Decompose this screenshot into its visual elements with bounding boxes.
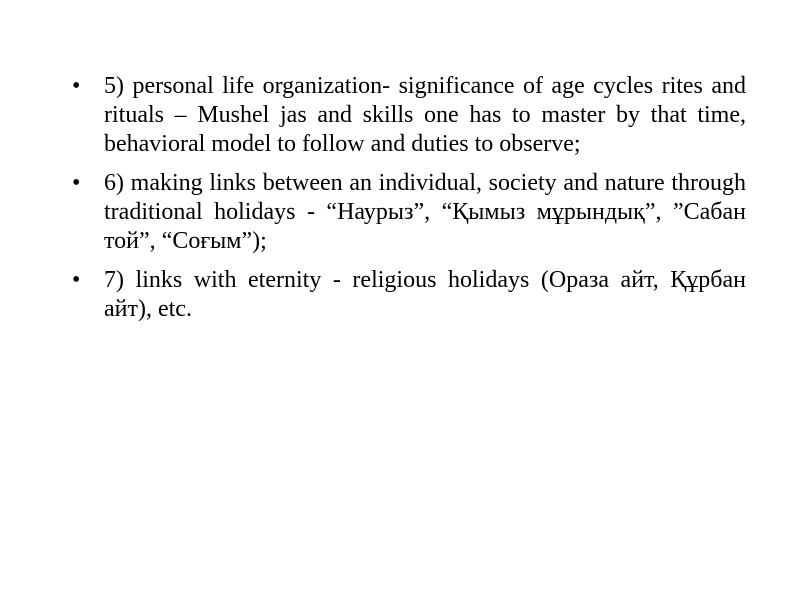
bullet-item-religious-holidays (70, 266, 746, 324)
bullet-item-personal-life (70, 72, 746, 159)
bullet-item-traditional-holidays (70, 169, 746, 256)
bullet-icon: • (72, 170, 81, 196)
bullet-icon: • (72, 267, 81, 293)
bullet-list (70, 72, 746, 334)
bullet-text: 6) making links between an individual, society and nature through traditional holidays - “Наурыз”, “Қымыз мұрындық”, ”Сабан той”, “Соғым”); (104, 170, 746, 254)
bullet-text: 7) links with eternity - religious holidays (Ораза айт, Құрбан айт), etc. (104, 267, 746, 322)
bullet-icon: • (72, 73, 81, 99)
bullet-text: 5) personal life organization- significance of age cycles rites and rituals – Mushel jas and skills one has to master by that time, behavioral model to follow and duties to observe; (104, 73, 746, 157)
